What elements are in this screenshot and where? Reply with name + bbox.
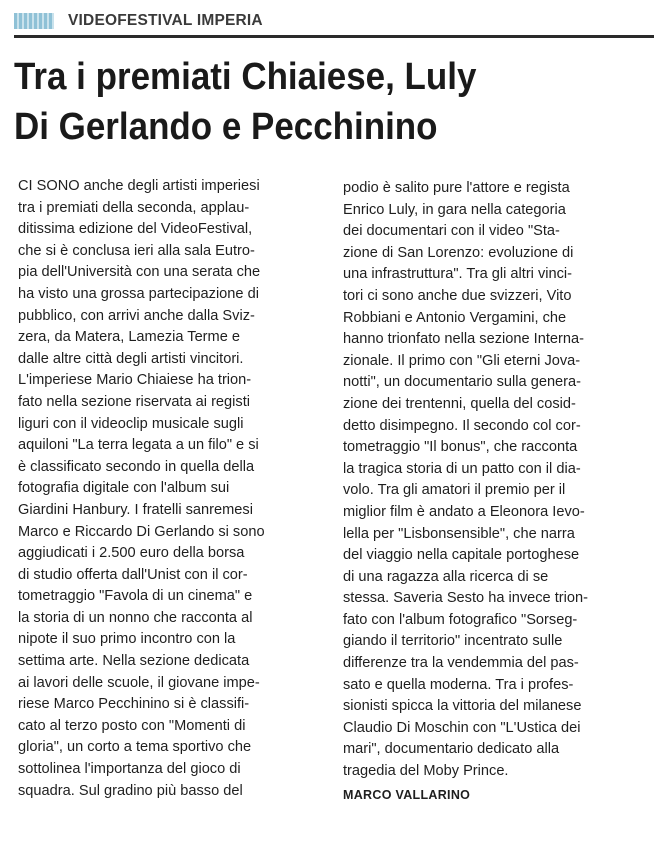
article-text-line: sato e quella moderna. Tra i profes- <box>343 676 574 693</box>
article-text-line: zera, da Matera, Lamezia Terme e <box>18 329 240 346</box>
article-text-line: giando il territorio" incentrato sulle <box>343 633 563 650</box>
article-text-line: settima arte. Nella sezione dedicata <box>18 653 250 670</box>
section-color-box <box>14 13 54 29</box>
article-text-line: Giardini Hanbury. I fratelli sanremesi <box>18 501 253 518</box>
article-text-line: aquiloni "La terra legata a un filo" e si <box>18 437 259 454</box>
article-text-line: tometraggio "Favola di un cinema" e <box>18 588 253 605</box>
article-text-line: mari", documentario dedicato alla <box>343 741 560 758</box>
article-text-line: stessa. Saveria Sesto ha invece trion- <box>343 590 588 607</box>
article-text-line: ha visto una grossa partecipazione di <box>18 285 259 302</box>
article-text-line: notti", un documentario sulla genera- <box>343 374 582 391</box>
article-text-line: CI SONO anche degli artisti imperiesi <box>18 178 260 194</box>
header-rule <box>14 35 654 38</box>
article-text-line: pubblico, con arrivi anche dalla Sviz- <box>18 307 255 324</box>
article-text-line: pia dell'Università con una serata che <box>18 264 261 281</box>
article-text-line: sionisti spicca la vittoria del milanese <box>343 698 582 715</box>
article-text-line: riese Marco Pecchinino si è classifi- <box>18 696 250 713</box>
article-text-line: gloria", un corto a tema sportivo che <box>18 739 252 756</box>
article-text-line: detto disimpegno. Il secondo col cor- <box>343 417 581 434</box>
article-text-line: podio è salito pure l'attore e regista <box>343 180 570 196</box>
article-text-line: differenze tra la vendemmia del pas- <box>343 655 579 672</box>
article-text-line: tra i premiati della seconda, applau- <box>18 199 250 216</box>
article-text-line: liguri con il videoclip musicale sugli <box>18 415 244 432</box>
article-headline <box>14 52 603 152</box>
article-text-line: miglior film è andato a Eleonora Ievo- <box>343 503 585 520</box>
article-text-line: squadra. Sul gradino più basso del <box>18 782 243 799</box>
article-text-line: Robbiani e Antonio Vergamini, che <box>343 309 567 326</box>
article-text-line: sottolinea l'importanza del gioco di <box>18 761 241 778</box>
article-text-line: la storia di un nonno che racconta al <box>18 609 253 626</box>
article-text-line: tragedia del Moby Prince. <box>343 763 509 780</box>
section-kicker: VIDEOFESTIVAL IMPERIA <box>68 12 263 29</box>
article-text-line: Marco e Riccardo Di Gerlando si sono <box>18 523 265 540</box>
article-text-line: fato con l'album fotografico "Sorseg- <box>343 611 578 628</box>
article-text-line: è classificato secondo in quella della <box>18 458 255 475</box>
article-text-line: ditissima edizione del VideoFestival, <box>18 221 253 238</box>
article-text-line: nipote il suo primo incontro con la <box>18 631 236 648</box>
article-text-line: dei documentari con il video "Sta- <box>343 223 560 240</box>
article-text-line: zione dei trentenni, quella del cosid- <box>343 395 576 412</box>
headline-line: Di Gerlando e Pecchinino <box>14 106 438 148</box>
headline-line: Tra i premiati Chiaiese, Luly <box>14 56 477 98</box>
article-text-line: tori ci sono anche due svizzeri, Vito <box>343 287 572 304</box>
article-text-line: di una ragazza alla ricerca di se <box>343 568 549 585</box>
article-text-line: fotografia digitale con l'album sui <box>18 480 230 497</box>
article-column-right <box>343 178 655 806</box>
article-text-line: del viaggio nella capitale portoghese <box>343 547 580 564</box>
article-text-line: Enrico Luly, in gara nella categoria <box>343 201 566 218</box>
article-text-line: zionale. Il primo con "Gli eterni Jova- <box>343 352 581 369</box>
author-byline: MARCO VALLARINO <box>343 787 471 802</box>
section-header <box>14 10 654 32</box>
article-text-line: che si è conclusa ieri alla sala Eutro- <box>18 242 255 259</box>
article-text-line: L'imperiese Mario Chiaiese ha trion- <box>18 372 252 389</box>
article-text-line: di studio offerta dall'Unist con il cor- <box>18 566 248 583</box>
article-text-line: zione di San Lorenzo: evoluzione di <box>343 244 574 261</box>
article-text-line: lella per "Lisbonsensible", che narra <box>343 525 575 542</box>
article-text-line: fato nella sezione riservata ai registi <box>18 393 250 410</box>
article-text-line: una infrastruttura". Tra gli altri vinci- <box>343 266 573 283</box>
article-text-line: aggiudicati i 2.500 euro della borsa <box>18 545 245 562</box>
article-text-line: ai lavori delle scuole, il giovane impe- <box>18 674 260 691</box>
article-text-line: tometraggio "Il bonus", che racconta <box>343 439 578 456</box>
article-column-left <box>18 176 330 802</box>
article-text-line: cato al terzo posto con "Momenti di <box>18 717 246 734</box>
article-text-line: Claudio Di Moschin con "L'Ustica dei <box>343 719 581 736</box>
article-text-line: hanno trionfato nella sezione Interna- <box>343 331 584 348</box>
article-text-line: la tragica storia di un patto con il dia- <box>343 460 581 477</box>
article-text-line: dalle altre città degli artisti vincitori. <box>18 350 244 367</box>
article-text-line: volo. Tra gli amatori il premio per il <box>343 482 566 499</box>
